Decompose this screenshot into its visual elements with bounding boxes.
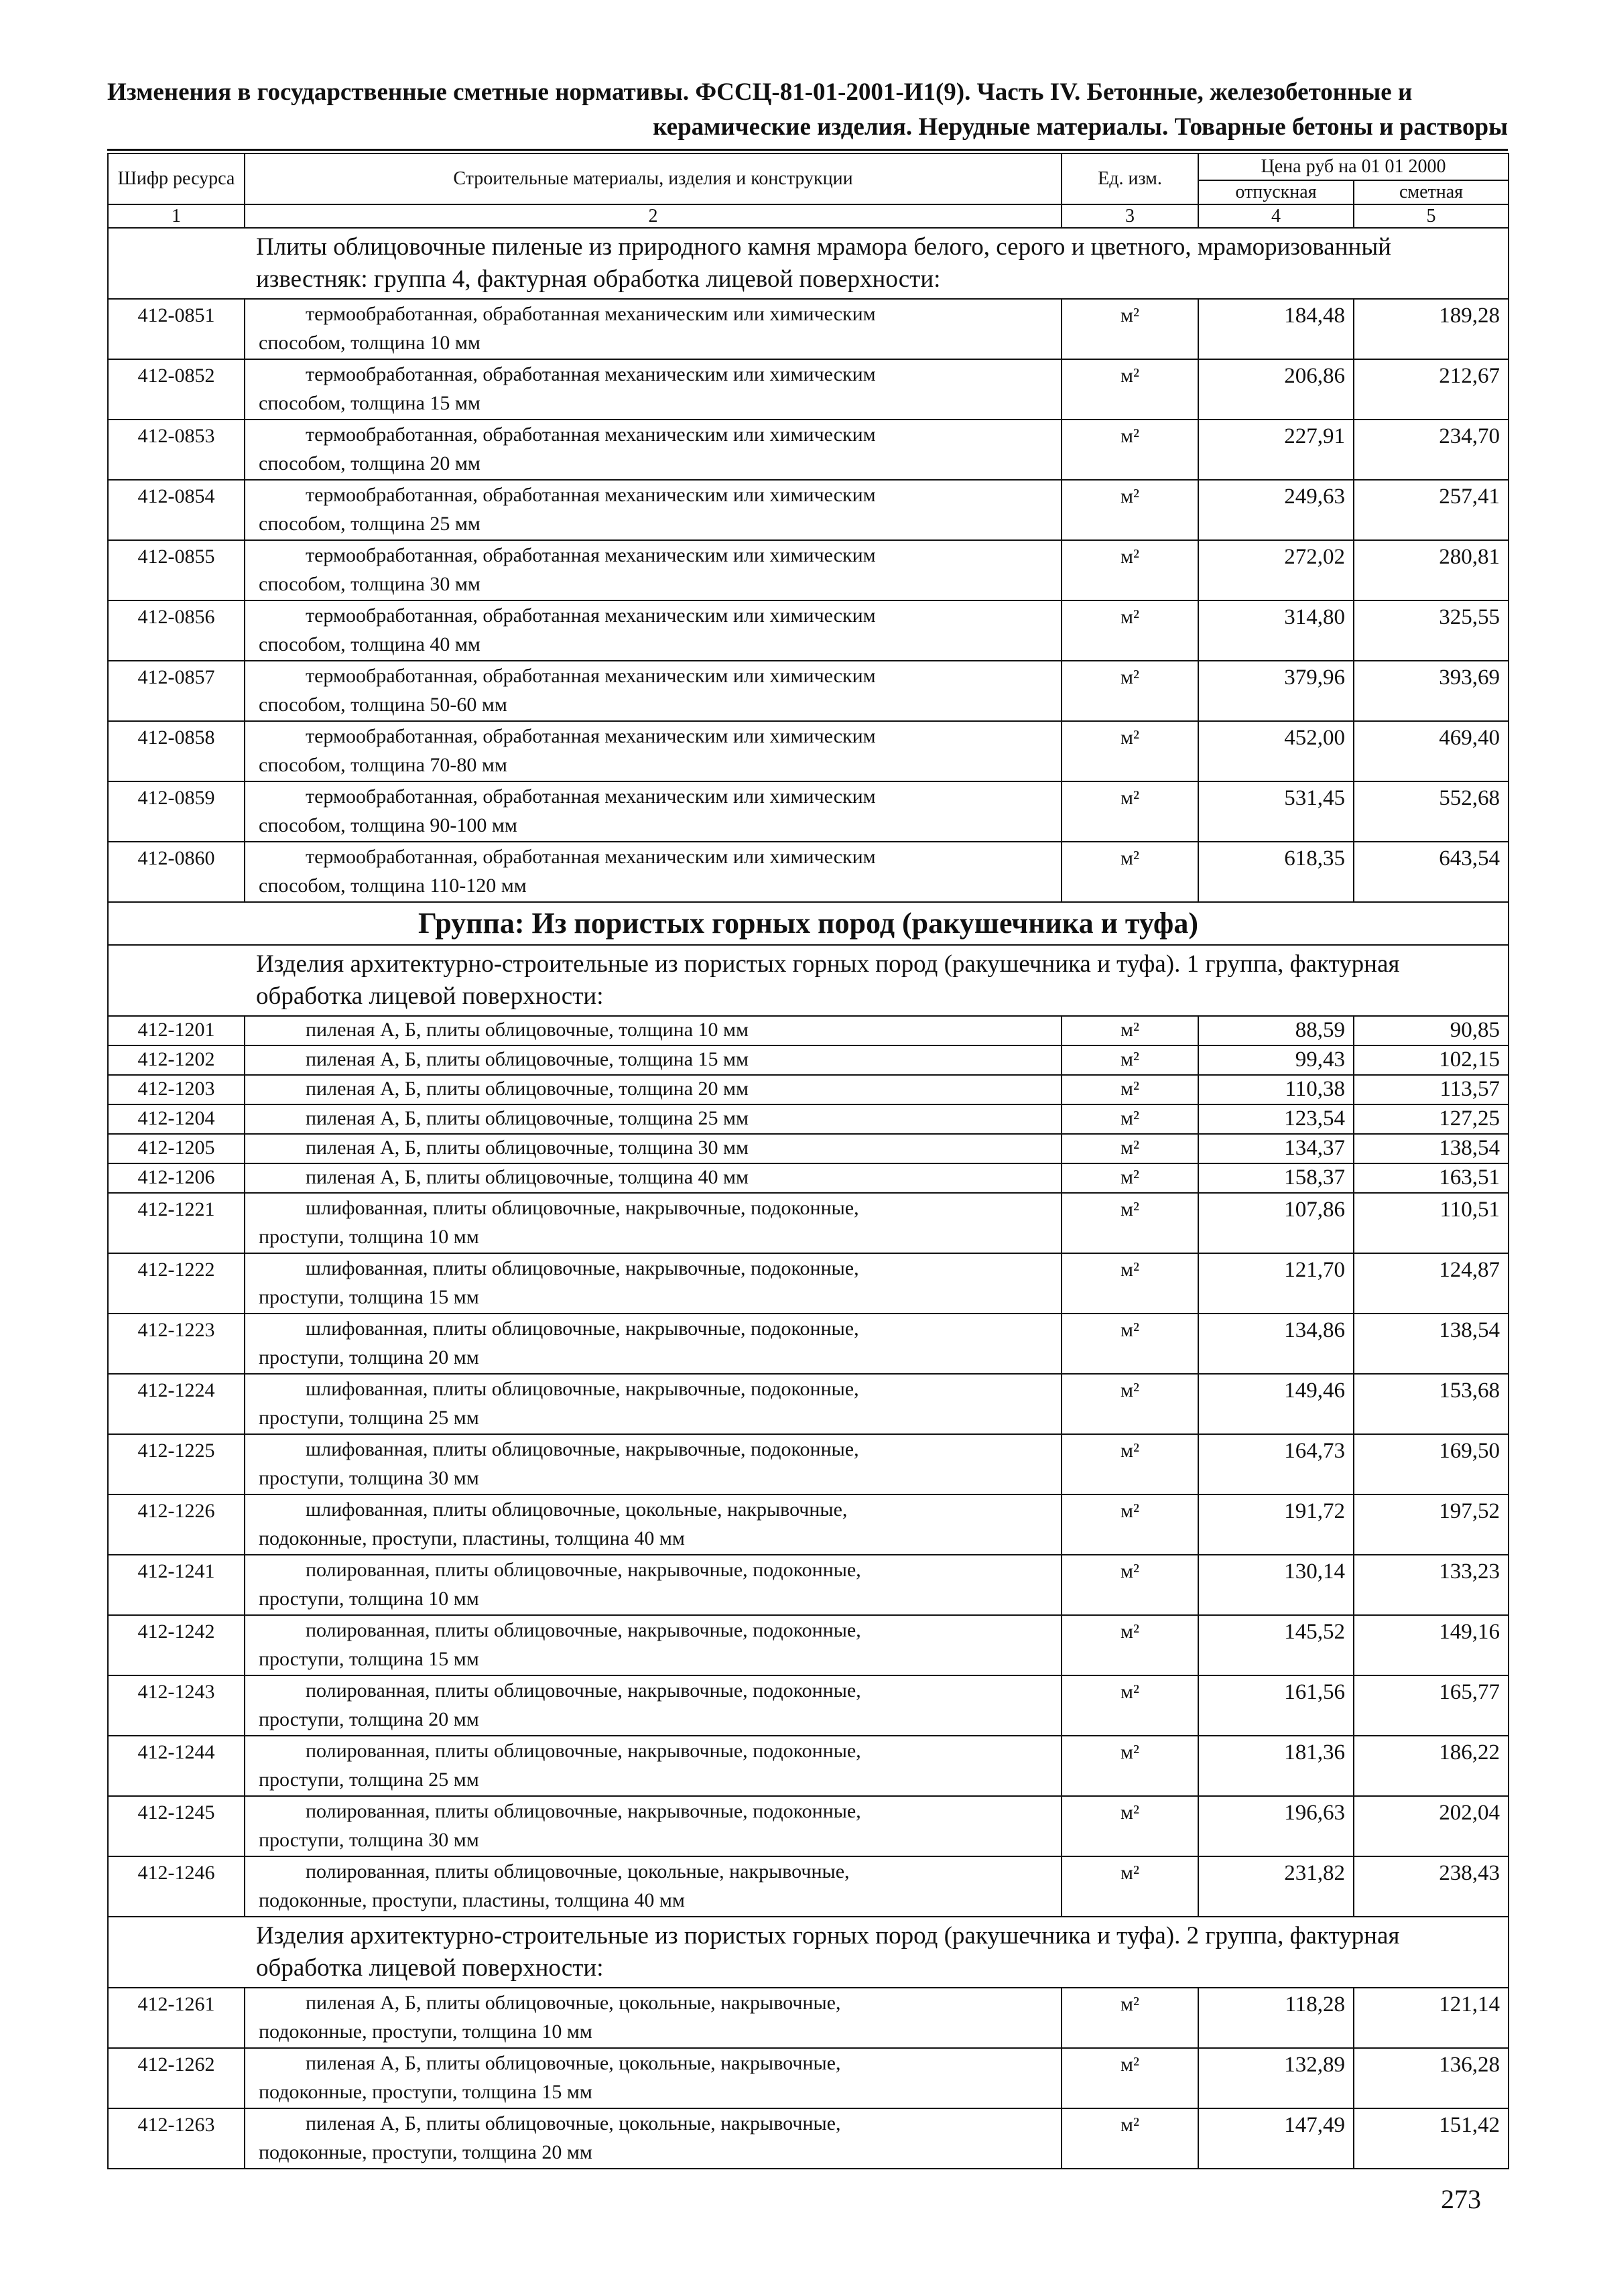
description-line-1: пиленая А, Б, плиты облицовочные, толщина 30 мм <box>306 1137 749 1159</box>
price-estimate: 138,54 <box>1354 1134 1509 1163</box>
resource-code: 412-1221 <box>108 1193 245 1253</box>
description-line-2: проступи, толщина 25 мм <box>259 1769 479 1791</box>
resource-code: 412-0851 <box>108 299 245 359</box>
price-release: 272,02 <box>1198 540 1354 600</box>
item-description <box>245 1075 1062 1104</box>
description-line-2: способом, толщина 70-80 мм <box>259 754 507 776</box>
table-row <box>108 1856 1509 1917</box>
price-estimate: 643,54 <box>1354 842 1509 902</box>
description-line-1: пиленая А, Б, плиты облицовочные, толщина 40 мм <box>306 1166 749 1188</box>
description-line-2: способом, толщина 30 мм <box>259 573 481 595</box>
price-estimate: 186,22 <box>1354 1736 1509 1796</box>
unit: м² <box>1062 1374 1198 1434</box>
price-estimate: 90,85 <box>1354 1016 1509 1045</box>
description-line-2: способом, толщина 110-120 мм <box>259 875 527 897</box>
resource-code: 412-0854 <box>108 480 245 540</box>
table-row <box>108 1555 1509 1615</box>
unit: м² <box>1062 1134 1198 1163</box>
resource-code: 412-1201 <box>108 1016 245 1045</box>
unit: м² <box>1062 480 1198 540</box>
column-number: 3 <box>1062 204 1198 228</box>
price-release: 149,46 <box>1198 1374 1354 1434</box>
header-name: Строительные материалы, изделия и конструкции <box>245 153 1062 204</box>
unit: м² <box>1062 1045 1198 1075</box>
table-row <box>108 1434 1509 1494</box>
price-estimate: 393,69 <box>1354 661 1509 721</box>
price-estimate: 124,87 <box>1354 1253 1509 1314</box>
description-line-2: проступи, толщина 30 мм <box>259 1467 479 1489</box>
item-description <box>245 2048 1062 2108</box>
price-release: 110,38 <box>1198 1075 1354 1104</box>
price-release: 191,72 <box>1198 1494 1354 1555</box>
column-number: 5 <box>1354 204 1509 228</box>
header-code: Шифр ресурса <box>108 153 245 204</box>
table-row <box>108 1314 1509 1374</box>
price-estimate: 280,81 <box>1354 540 1509 600</box>
unit: м² <box>1062 1736 1198 1796</box>
item-description <box>245 781 1062 842</box>
price-estimate: 197,52 <box>1354 1494 1509 1555</box>
description-line-2: способом, толщина 20 мм <box>259 452 481 474</box>
section-title: Изделия архитектурно-строительные из пористых горных пород (ракушечника и туфа). 1 группа, фактурная обработка лицевой поверхности: <box>108 945 1509 1016</box>
price-estimate: 552,68 <box>1354 781 1509 842</box>
resource-code: 412-1202 <box>108 1045 245 1075</box>
item-description <box>245 1796 1062 1856</box>
item-description <box>245 1494 1062 1555</box>
description-line-2: способом, толщина 40 мм <box>259 633 481 655</box>
price-estimate: 133,23 <box>1354 1555 1509 1615</box>
table-row <box>108 420 1509 480</box>
table-row <box>108 1163 1509 1193</box>
price-release: 531,45 <box>1198 781 1354 842</box>
description-line-2: подоконные, проступи, толщина 15 мм <box>259 2081 592 2103</box>
description-line-1: термообработанная, обработанная механическим или химическим <box>306 544 876 566</box>
description-line-1: термообработанная, обработанная механическим или химическим <box>306 725 876 747</box>
price-release: 249,63 <box>1198 480 1354 540</box>
price-estimate: 257,41 <box>1354 480 1509 540</box>
table-row <box>108 1104 1509 1134</box>
description-line-1: полированная, плиты облицовочные, накрывочные, подоконные, <box>306 1679 861 1702</box>
item-description <box>245 299 1062 359</box>
unit: м² <box>1062 2108 1198 2169</box>
resource-code: 412-0852 <box>108 359 245 420</box>
table-row <box>108 1134 1509 1163</box>
unit: м² <box>1062 1314 1198 1374</box>
price-estimate: 102,15 <box>1354 1045 1509 1075</box>
price-release: 164,73 <box>1198 1434 1354 1494</box>
column-number: 4 <box>1198 204 1354 228</box>
table-row <box>108 1075 1509 1104</box>
price-release: 196,63 <box>1198 1796 1354 1856</box>
section-title-row <box>108 1917 1509 1988</box>
table-row <box>108 1253 1509 1314</box>
description-line-2: подоконные, проступи, пластины, толщина 40 мм <box>259 1527 685 1549</box>
header-rule <box>107 149 1508 151</box>
price-estimate: 469,40 <box>1354 721 1509 781</box>
description-line-1: пиленая А, Б, плиты облицовочные, толщина 10 мм <box>306 1019 749 1041</box>
resource-code: 412-1244 <box>108 1736 245 1796</box>
unit: м² <box>1062 1494 1198 1555</box>
description-line-2: способом, толщина 15 мм <box>259 392 481 414</box>
price-estimate: 325,55 <box>1354 600 1509 661</box>
table-row <box>108 600 1509 661</box>
unit: м² <box>1062 359 1198 420</box>
price-release: 227,91 <box>1198 420 1354 480</box>
page-header <box>107 75 1508 145</box>
unit: м² <box>1062 1796 1198 1856</box>
price-release: 158,37 <box>1198 1163 1354 1193</box>
resource-code: 412-0855 <box>108 540 245 600</box>
description-line-2: проступи, толщина 10 мм <box>259 1226 479 1248</box>
unit: м² <box>1062 1555 1198 1615</box>
resource-code: 412-1203 <box>108 1075 245 1104</box>
description-line-1: шлифованная, плиты облицовочные, цокольные, накрывочные, <box>306 1498 848 1521</box>
column-number: 2 <box>245 204 1062 228</box>
table-row <box>108 661 1509 721</box>
unit: м² <box>1062 2048 1198 2108</box>
description-line-1: термообработанная, обработанная механическим или химическим <box>306 846 876 868</box>
table-row <box>108 1374 1509 1434</box>
price-estimate: 138,54 <box>1354 1314 1509 1374</box>
description-line-2: проступи, толщина 15 мм <box>259 1286 479 1308</box>
price-release: 145,52 <box>1198 1615 1354 1675</box>
price-estimate: 212,67 <box>1354 359 1509 420</box>
item-description <box>245 2108 1062 2169</box>
item-description <box>245 1675 1062 1736</box>
description-line-2: способом, толщина 50-60 мм <box>259 694 507 716</box>
description-line-1: термообработанная, обработанная механическим или химическим <box>306 303 876 325</box>
unit: м² <box>1062 420 1198 480</box>
unit: м² <box>1062 1016 1198 1045</box>
table-row <box>108 1045 1509 1075</box>
item-description <box>245 1193 1062 1253</box>
page-number: 273 <box>1441 2184 1481 2214</box>
table-row <box>108 721 1509 781</box>
resource-code: 412-1226 <box>108 1494 245 1555</box>
price-estimate: 121,14 <box>1354 1988 1509 2048</box>
header-price-estimate: сметная <box>1354 180 1509 204</box>
price-release: 379,96 <box>1198 661 1354 721</box>
unit: м² <box>1062 1615 1198 1675</box>
unit: м² <box>1062 540 1198 600</box>
description-line-1: шлифованная, плиты облицовочные, накрывочные, подоконные, <box>306 1438 859 1460</box>
resource-code: 412-1261 <box>108 1988 245 2048</box>
item-description <box>245 661 1062 721</box>
description-line-1: пиленая А, Б, плиты облицовочные, цокольные, накрывочные, <box>306 2052 841 2074</box>
resource-code: 412-0859 <box>108 781 245 842</box>
unit: м² <box>1062 721 1198 781</box>
table-row <box>108 359 1509 420</box>
description-line-2: проступи, толщина 30 мм <box>259 1829 479 1851</box>
description-line-1: шлифованная, плиты облицовочные, накрывочные, подоконные, <box>306 1318 859 1340</box>
item-description <box>245 1736 1062 1796</box>
description-line-2: проступи, толщина 15 мм <box>259 1648 479 1670</box>
resource-code: 412-1222 <box>108 1253 245 1314</box>
price-estimate: 189,28 <box>1354 299 1509 359</box>
resource-code: 412-1223 <box>108 1314 245 1374</box>
price-release: 107,86 <box>1198 1193 1354 1253</box>
description-line-1: пиленая А, Б, плиты облицовочные, цокольные, накрывочные, <box>306 1992 841 2014</box>
unit: м² <box>1062 1988 1198 2048</box>
table-row <box>108 1675 1509 1736</box>
item-description <box>245 1104 1062 1134</box>
resource-code: 412-1241 <box>108 1555 245 1615</box>
unit: м² <box>1062 600 1198 661</box>
section-title: Плиты облицовочные пиленые из природного камня мрамора белого, серого и цветного, мраморизованный известняк: группа 4, фактурная обработка лицевой поверхности: <box>108 228 1509 299</box>
resource-code: 412-1262 <box>108 2048 245 2108</box>
group-title-row <box>108 902 1509 945</box>
item-description <box>245 600 1062 661</box>
table-body <box>108 228 1509 2169</box>
description-line-1: полированная, плиты облицовочные, накрывочные, подоконные, <box>306 1619 861 1641</box>
table-row <box>108 299 1509 359</box>
table-row <box>108 540 1509 600</box>
column-number: 1 <box>108 204 245 228</box>
description-line-1: пиленая А, Б, плиты облицовочные, толщина 15 мм <box>306 1048 749 1070</box>
table-row <box>108 1016 1509 1045</box>
resource-code: 412-0860 <box>108 842 245 902</box>
description-line-2: способом, толщина 25 мм <box>259 513 481 535</box>
price-release: 161,56 <box>1198 1675 1354 1736</box>
resource-code: 412-0858 <box>108 721 245 781</box>
unit: м² <box>1062 1104 1198 1134</box>
header-price: Цена руб на 01 01 2000 <box>1198 153 1509 180</box>
item-description <box>245 1615 1062 1675</box>
section-title: Изделия архитектурно-строительные из пористых горных пород (ракушечника и туфа). 2 группа, фактурная обработка лицевой поверхности: <box>108 1917 1509 1988</box>
price-release: 88,59 <box>1198 1016 1354 1045</box>
description-line-1: термообработанная, обработанная механическим или химическим <box>306 604 876 627</box>
unit: м² <box>1062 842 1198 902</box>
price-estimate: 110,51 <box>1354 1193 1509 1253</box>
description-line-1: полированная, плиты облицовочные, накрывочные, подоконные, <box>306 1559 861 1581</box>
price-estimate: 151,42 <box>1354 2108 1509 2169</box>
description-line-1: шлифованная, плиты облицовочные, накрывочные, подоконные, <box>306 1378 859 1400</box>
unit: м² <box>1062 1253 1198 1314</box>
price-table <box>107 153 1509 2169</box>
table-row <box>108 1193 1509 1253</box>
price-estimate: 202,04 <box>1354 1796 1509 1856</box>
price-release: 134,37 <box>1198 1134 1354 1163</box>
resource-code: 412-1243 <box>108 1675 245 1736</box>
price-release: 231,82 <box>1198 1856 1354 1917</box>
description-line-1: шлифованная, плиты облицовочные, накрывочные, подоконные, <box>306 1257 859 1279</box>
item-description <box>245 1988 1062 2048</box>
item-description <box>245 1163 1062 1193</box>
table-row <box>108 2048 1509 2108</box>
table-row <box>108 2108 1509 2169</box>
unit: м² <box>1062 781 1198 842</box>
resource-code: 412-1246 <box>108 1856 245 1917</box>
description-line-1: полированная, плиты облицовочные, накрывочные, подоконные, <box>306 1800 861 1822</box>
resource-code: 412-0857 <box>108 661 245 721</box>
description-line-2: проступи, толщина 25 мм <box>259 1407 479 1429</box>
description-line-2: подоконные, проступи, пластины, толщина 40 мм <box>259 1889 685 1911</box>
resource-code: 412-1245 <box>108 1796 245 1856</box>
unit: м² <box>1062 661 1198 721</box>
description-line-2: проступи, толщина 20 мм <box>259 1346 479 1368</box>
price-estimate: 165,77 <box>1354 1675 1509 1736</box>
item-description <box>245 721 1062 781</box>
item-description <box>245 480 1062 540</box>
table-row <box>108 842 1509 902</box>
price-estimate: 234,70 <box>1354 420 1509 480</box>
description-line-1: полированная, плиты облицовочные, цокольные, накрывочные, <box>306 1860 850 1883</box>
resource-code: 412-1205 <box>108 1134 245 1163</box>
price-release: 121,70 <box>1198 1253 1354 1314</box>
resource-code: 412-1225 <box>108 1434 245 1494</box>
resource-code: 412-1204 <box>108 1104 245 1134</box>
header-line-2: керамические изделия. Нерудные материалы. Товарные бетоны и растворы <box>653 113 1508 141</box>
description-line-1: полированная, плиты облицовочные, накрывочные, подоконные, <box>306 1740 861 1762</box>
description-line-1: термообработанная, обработанная механическим или химическим <box>306 665 876 687</box>
price-estimate: 238,43 <box>1354 1856 1509 1917</box>
unit: м² <box>1062 1193 1198 1253</box>
description-line-1: термообработанная, обработанная механическим или химическим <box>306 424 876 446</box>
price-estimate: 153,68 <box>1354 1374 1509 1434</box>
resource-code: 412-1206 <box>108 1163 245 1193</box>
item-description <box>245 1016 1062 1045</box>
item-description <box>245 359 1062 420</box>
unit: м² <box>1062 1163 1198 1193</box>
resource-code: 412-1263 <box>108 2108 245 2169</box>
description-line-2: подоконные, проступи, толщина 10 мм <box>259 2021 592 2043</box>
header-price-release: отпускная <box>1198 180 1354 204</box>
section-title-row <box>108 228 1509 299</box>
description-line-2: способом, толщина 90-100 мм <box>259 814 517 836</box>
resource-code: 412-0853 <box>108 420 245 480</box>
header-line-1: Изменения в государственные сметные нормативы. ФССЦ-81-01-2001-И1(9). Часть IV. Бетонные, железобетонные и <box>107 78 1413 106</box>
unit: м² <box>1062 1075 1198 1104</box>
table-row <box>108 480 1509 540</box>
header-unit: Ед. изм. <box>1062 153 1198 204</box>
price-release: 184,48 <box>1198 299 1354 359</box>
price-release: 132,89 <box>1198 2048 1354 2108</box>
column-numbers-row <box>108 204 1509 228</box>
table-row <box>108 1736 1509 1796</box>
price-estimate: 127,25 <box>1354 1104 1509 1134</box>
unit: м² <box>1062 1434 1198 1494</box>
price-release: 134,86 <box>1198 1314 1354 1374</box>
table-row <box>108 781 1509 842</box>
table-row <box>108 1988 1509 2048</box>
group-title: Группа: Из пористых горных пород (ракушечника и туфа) <box>108 902 1509 945</box>
description-line-2: способом, толщина 10 мм <box>259 332 481 354</box>
description-line-1: шлифованная, плиты облицовочные, накрывочные, подоконные, <box>306 1197 859 1219</box>
description-line-2: подоконные, проступи, толщина 20 мм <box>259 2141 592 2163</box>
item-description <box>245 1434 1062 1494</box>
table-row <box>108 1796 1509 1856</box>
item-description <box>245 420 1062 480</box>
price-release: 618,35 <box>1198 842 1354 902</box>
price-release: 206,86 <box>1198 359 1354 420</box>
resource-code: 412-1242 <box>108 1615 245 1675</box>
price-release: 452,00 <box>1198 721 1354 781</box>
description-line-2: проступи, толщина 20 мм <box>259 1708 479 1730</box>
item-description <box>245 1314 1062 1374</box>
table-row <box>108 1615 1509 1675</box>
price-release: 130,14 <box>1198 1555 1354 1615</box>
table-row <box>108 1494 1509 1555</box>
price-estimate: 136,28 <box>1354 2048 1509 2108</box>
price-release: 123,54 <box>1198 1104 1354 1134</box>
item-description <box>245 1253 1062 1314</box>
description-line-1: пиленая А, Б, плиты облицовочные, толщина 20 мм <box>306 1078 749 1100</box>
price-release: 181,36 <box>1198 1736 1354 1796</box>
resource-code: 412-0856 <box>108 600 245 661</box>
price-release: 147,49 <box>1198 2108 1354 2169</box>
price-release: 99,43 <box>1198 1045 1354 1075</box>
item-description <box>245 540 1062 600</box>
price-release: 118,28 <box>1198 1988 1354 2048</box>
price-release: 314,80 <box>1198 600 1354 661</box>
item-description <box>245 1134 1062 1163</box>
price-estimate: 149,16 <box>1354 1615 1509 1675</box>
unit: м² <box>1062 1675 1198 1736</box>
item-description <box>245 1374 1062 1434</box>
item-description <box>245 1045 1062 1075</box>
description-line-2: проступи, толщина 10 мм <box>259 1588 479 1610</box>
description-line-1: термообработанная, обработанная механическим или химическим <box>306 484 876 506</box>
price-estimate: 163,51 <box>1354 1163 1509 1193</box>
unit: м² <box>1062 1856 1198 1917</box>
description-line-1: пиленая А, Б, плиты облицовочные, толщина 25 мм <box>306 1107 749 1129</box>
section-title-row <box>108 945 1509 1016</box>
description-line-1: пиленая А, Б, плиты облицовочные, цокольные, накрывочные, <box>306 2112 841 2134</box>
item-description <box>245 1856 1062 1917</box>
description-line-1: термообработанная, обработанная механическим или химическим <box>306 785 876 808</box>
price-estimate: 113,57 <box>1354 1075 1509 1104</box>
item-description <box>245 842 1062 902</box>
description-line-1: термообработанная, обработанная механическим или химическим <box>306 363 876 385</box>
price-estimate: 169,50 <box>1354 1434 1509 1494</box>
unit: м² <box>1062 299 1198 359</box>
resource-code: 412-1224 <box>108 1374 245 1434</box>
item-description <box>245 1555 1062 1615</box>
